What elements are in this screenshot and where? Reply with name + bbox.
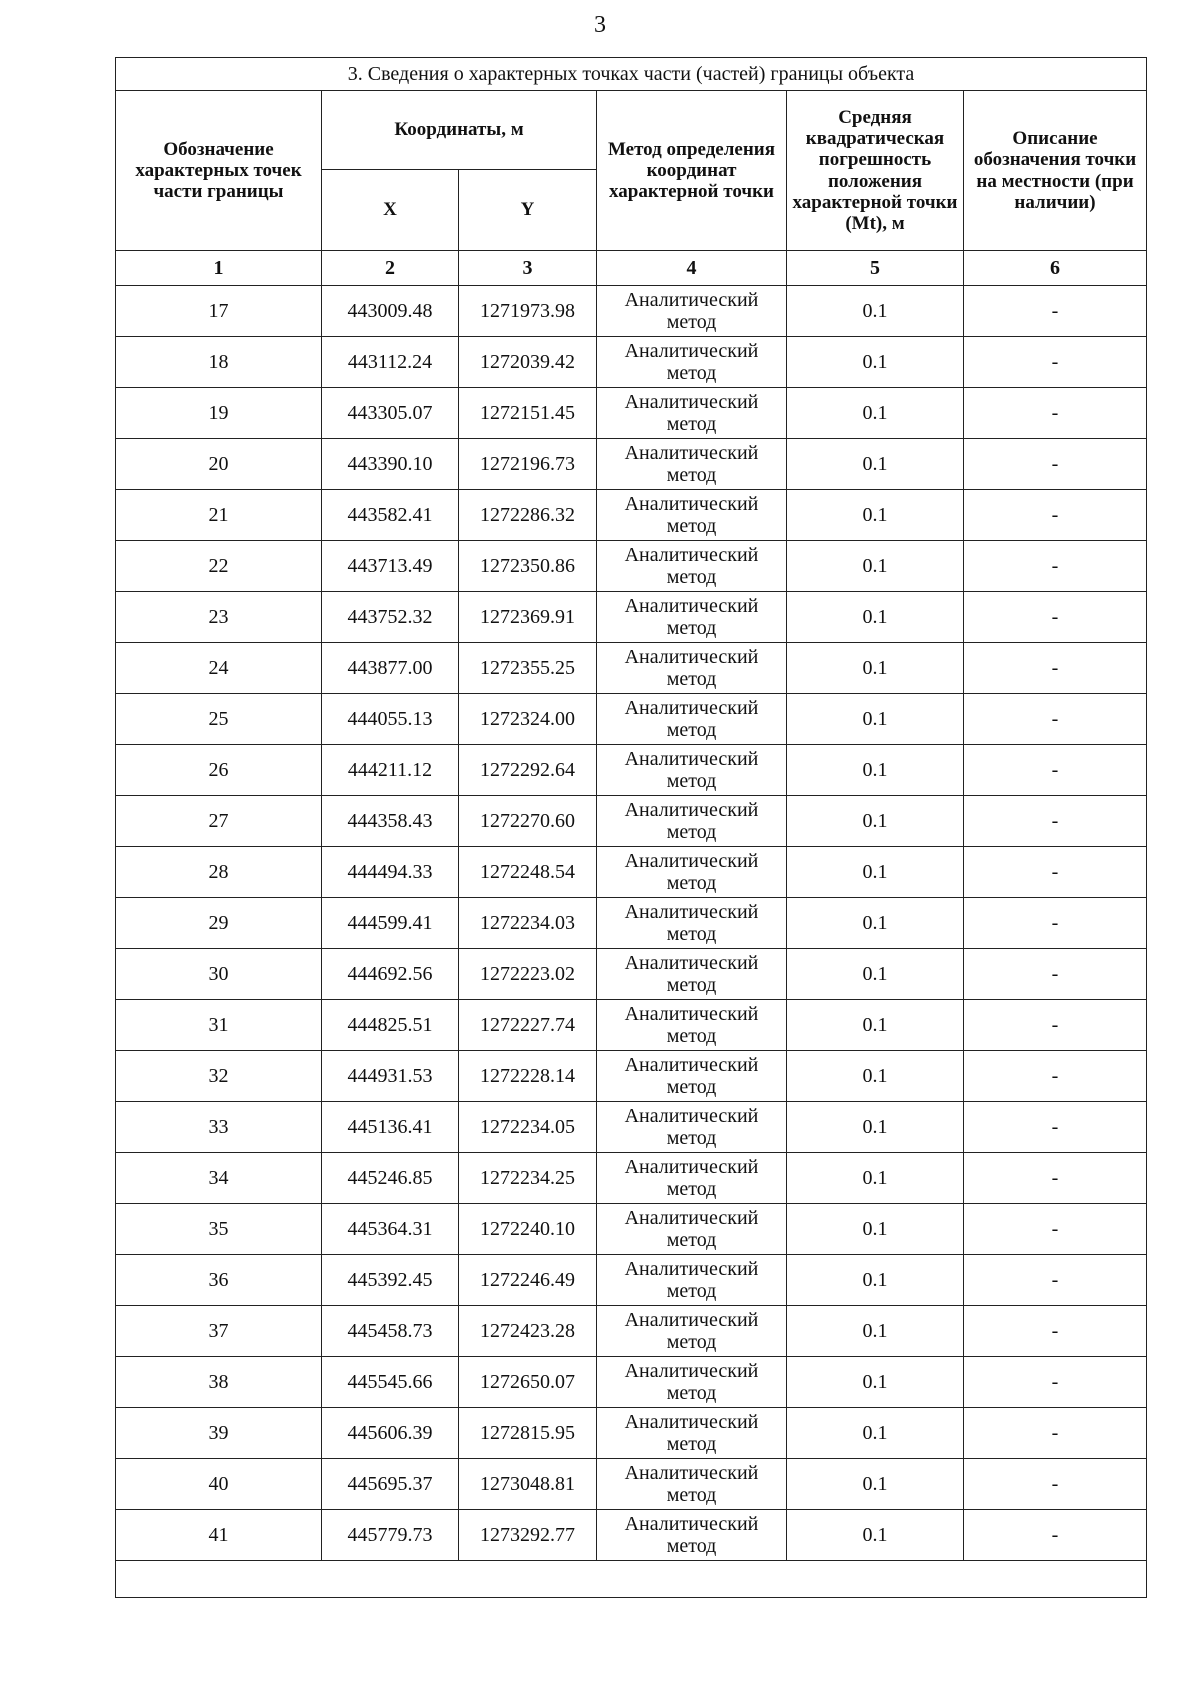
y-coordinate-cell: 1273292.77: [459, 1510, 597, 1561]
table-row: [116, 643, 1147, 694]
method-cell: [597, 1204, 787, 1255]
x-coordinate-cell: 445695.37: [322, 1459, 459, 1510]
table-row: [116, 1204, 1147, 1255]
column-number: 2: [322, 251, 459, 286]
method-line-2: метод: [666, 1229, 717, 1251]
method-line-1: Аналитический: [624, 1104, 759, 1127]
table-row: [116, 1510, 1147, 1561]
method-cell: [597, 796, 787, 847]
header-description: Описание обозначения точки на местности (при наличии): [964, 91, 1147, 251]
method-line-1: Аналитический: [624, 798, 759, 821]
method-line-1: Аналитический: [624, 1155, 759, 1178]
method-cell: [597, 439, 787, 490]
method-line-1: Аналитический: [624, 1461, 759, 1484]
description-cell: -: [964, 949, 1147, 1000]
method-line-1: Аналитический: [624, 1053, 759, 1076]
method-cell: [597, 1000, 787, 1051]
x-coordinate-cell: 443752.32: [322, 592, 459, 643]
empty-cell: [116, 1561, 1147, 1598]
method-line-1: Аналитический: [624, 1359, 759, 1382]
error-cell: 0.1: [787, 1204, 964, 1255]
point-cell: 37: [116, 1306, 322, 1357]
column-number: 3: [459, 251, 597, 286]
description-cell: -: [964, 592, 1147, 643]
error-cell: 0.1: [787, 1000, 964, 1051]
x-coordinate-cell: 445779.73: [322, 1510, 459, 1561]
method-line-2: метод: [666, 1076, 717, 1098]
description-cell: -: [964, 1102, 1147, 1153]
method-line-2: метод: [666, 362, 717, 384]
error-cell: 0.1: [787, 1459, 964, 1510]
table-row: [116, 1102, 1147, 1153]
error-cell: 0.1: [787, 949, 964, 1000]
x-coordinate-cell: 443582.41: [322, 490, 459, 541]
description-cell: -: [964, 286, 1147, 337]
table-row: [116, 1000, 1147, 1051]
method-line-2: метод: [666, 566, 717, 588]
table-row: [116, 337, 1147, 388]
y-coordinate-cell: 1272292.64: [459, 745, 597, 796]
y-coordinate-cell: 1272248.54: [459, 847, 597, 898]
y-coordinate-cell: 1272196.73: [459, 439, 597, 490]
description-cell: -: [964, 1510, 1147, 1561]
point-cell: 40: [116, 1459, 322, 1510]
method-line-2: метод: [666, 1484, 717, 1506]
method-line-2: метод: [666, 923, 717, 945]
point-cell: 28: [116, 847, 322, 898]
description-cell: -: [964, 1408, 1147, 1459]
error-cell: 0.1: [787, 1102, 964, 1153]
method-line-2: метод: [666, 464, 717, 486]
method-cell: [597, 490, 787, 541]
description-cell: -: [964, 847, 1147, 898]
method-cell: [597, 1255, 787, 1306]
y-coordinate-cell: 1272369.91: [459, 592, 597, 643]
x-coordinate-cell: 444358.43: [322, 796, 459, 847]
method-line-1: Аналитический: [624, 543, 759, 566]
point-cell: 35: [116, 1204, 322, 1255]
table-row: [116, 694, 1147, 745]
method-line-1: Аналитический: [624, 339, 759, 362]
point-cell: 38: [116, 1357, 322, 1408]
y-coordinate-cell: 1272324.00: [459, 694, 597, 745]
method-line-2: метод: [666, 770, 717, 792]
method-line-1: Аналитический: [624, 594, 759, 617]
y-coordinate-cell: 1272227.74: [459, 1000, 597, 1051]
y-coordinate-cell: 1272151.45: [459, 388, 597, 439]
method-cell: [597, 1051, 787, 1102]
column-number: 4: [597, 251, 787, 286]
point-cell: 30: [116, 949, 322, 1000]
method-cell: [597, 847, 787, 898]
header-designation: Обозначение характерных точек части границы: [116, 91, 322, 251]
error-cell: 0.1: [787, 490, 964, 541]
y-coordinate-cell: 1272355.25: [459, 643, 597, 694]
table-row: [116, 949, 1147, 1000]
x-coordinate-cell: 443390.10: [322, 439, 459, 490]
table-row: [116, 439, 1147, 490]
table-row: [116, 1459, 1147, 1510]
method-line-1: Аналитический: [624, 696, 759, 719]
x-coordinate-cell: 444599.41: [322, 898, 459, 949]
point-cell: 32: [116, 1051, 322, 1102]
x-coordinate-cell: 445364.31: [322, 1204, 459, 1255]
table-row: [116, 1306, 1147, 1357]
method-line-1: Аналитический: [624, 849, 759, 872]
point-cell: 34: [116, 1153, 322, 1204]
section-title-row: [116, 58, 1147, 91]
x-coordinate-cell: 444931.53: [322, 1051, 459, 1102]
error-cell: 0.1: [787, 388, 964, 439]
error-cell: 0.1: [787, 643, 964, 694]
y-coordinate-cell: 1272234.05: [459, 1102, 597, 1153]
description-cell: -: [964, 1051, 1147, 1102]
y-coordinate-cell: 1272240.10: [459, 1204, 597, 1255]
boundary-points-table: [115, 57, 1147, 1598]
error-cell: 0.1: [787, 898, 964, 949]
y-coordinate-cell: 1272815.95: [459, 1408, 597, 1459]
x-coordinate-cell: 444211.12: [322, 745, 459, 796]
header-row: [116, 91, 1147, 170]
method-line-2: метод: [666, 974, 717, 996]
method-cell: [597, 898, 787, 949]
error-cell: 0.1: [787, 541, 964, 592]
point-cell: 26: [116, 745, 322, 796]
y-coordinate-cell: 1273048.81: [459, 1459, 597, 1510]
x-coordinate-cell: 444825.51: [322, 1000, 459, 1051]
method-line-2: метод: [666, 821, 717, 843]
page-number: 3: [594, 12, 606, 38]
column-number: 6: [964, 251, 1147, 286]
method-line-1: Аналитический: [624, 1410, 759, 1433]
description-cell: -: [964, 541, 1147, 592]
error-cell: 0.1: [787, 439, 964, 490]
table-row: [116, 1255, 1147, 1306]
description-cell: -: [964, 337, 1147, 388]
method-cell: [597, 1459, 787, 1510]
method-cell: [597, 643, 787, 694]
description-cell: -: [964, 694, 1147, 745]
point-cell: 25: [116, 694, 322, 745]
x-coordinate-cell: 445136.41: [322, 1102, 459, 1153]
error-cell: 0.1: [787, 1357, 964, 1408]
column-numbers-row: [116, 251, 1147, 286]
method-cell: [597, 337, 787, 388]
x-coordinate-cell: 443713.49: [322, 541, 459, 592]
method-line-1: Аналитический: [624, 1257, 759, 1280]
empty-footer-row: [116, 1561, 1147, 1598]
y-coordinate-cell: 1272039.42: [459, 337, 597, 388]
method-line-1: Аналитический: [624, 747, 759, 770]
table-row: [116, 541, 1147, 592]
method-line-1: Аналитический: [624, 390, 759, 413]
error-cell: 0.1: [787, 796, 964, 847]
error-cell: 0.1: [787, 286, 964, 337]
point-cell: 23: [116, 592, 322, 643]
method-line-1: Аналитический: [624, 1308, 759, 1331]
description-cell: -: [964, 745, 1147, 796]
method-line-1: Аналитический: [624, 441, 759, 464]
description-cell: -: [964, 643, 1147, 694]
point-cell: 41: [116, 1510, 322, 1561]
error-cell: 0.1: [787, 1510, 964, 1561]
method-cell: [597, 949, 787, 1000]
method-line-2: метод: [666, 617, 717, 639]
header-x: X: [322, 170, 459, 251]
x-coordinate-cell: 445606.39: [322, 1408, 459, 1459]
method-line-2: метод: [666, 1178, 717, 1200]
method-line-2: метод: [666, 1127, 717, 1149]
x-coordinate-cell: 445458.73: [322, 1306, 459, 1357]
x-coordinate-cell: 444494.33: [322, 847, 459, 898]
error-cell: 0.1: [787, 337, 964, 388]
x-coordinate-cell: 445545.66: [322, 1357, 459, 1408]
point-cell: 39: [116, 1408, 322, 1459]
x-coordinate-cell: 443305.07: [322, 388, 459, 439]
x-coordinate-cell: 443877.00: [322, 643, 459, 694]
table-row: [116, 1408, 1147, 1459]
description-cell: -: [964, 1153, 1147, 1204]
method-line-2: метод: [666, 1331, 717, 1353]
y-coordinate-cell: 1272246.49: [459, 1255, 597, 1306]
table-row: [116, 286, 1147, 337]
method-line-2: метод: [666, 1535, 717, 1557]
section-title: 3. Сведения о характерных точках части (частей) границы объекта: [116, 58, 1147, 91]
error-cell: 0.1: [787, 745, 964, 796]
description-cell: -: [964, 1255, 1147, 1306]
table-row: [116, 796, 1147, 847]
description-cell: -: [964, 1000, 1147, 1051]
method-cell: [597, 694, 787, 745]
point-cell: 33: [116, 1102, 322, 1153]
y-coordinate-cell: 1272286.32: [459, 490, 597, 541]
method-line-2: метод: [666, 1433, 717, 1455]
point-cell: 31: [116, 1000, 322, 1051]
method-cell: [597, 541, 787, 592]
description-cell: -: [964, 388, 1147, 439]
point-cell: 21: [116, 490, 322, 541]
description-cell: -: [964, 898, 1147, 949]
error-cell: 0.1: [787, 1306, 964, 1357]
description-cell: -: [964, 1204, 1147, 1255]
y-coordinate-cell: 1272234.25: [459, 1153, 597, 1204]
y-coordinate-cell: 1272350.86: [459, 541, 597, 592]
method-line-1: Аналитический: [624, 645, 759, 668]
method-cell: [597, 745, 787, 796]
table-row: [116, 1153, 1147, 1204]
method-line-2: метод: [666, 1025, 717, 1047]
method-cell: [597, 1510, 787, 1561]
table-row: [116, 745, 1147, 796]
y-coordinate-cell: 1271973.98: [459, 286, 597, 337]
x-coordinate-cell: 443112.24: [322, 337, 459, 388]
error-cell: 0.1: [787, 1255, 964, 1306]
table-row: [116, 1051, 1147, 1102]
y-coordinate-cell: 1272228.14: [459, 1051, 597, 1102]
method-line-2: метод: [666, 719, 717, 741]
y-coordinate-cell: 1272234.03: [459, 898, 597, 949]
method-line-2: метод: [666, 515, 717, 537]
table-row: [116, 388, 1147, 439]
point-cell: 20: [116, 439, 322, 490]
method-cell: [597, 286, 787, 337]
x-coordinate-cell: 445246.85: [322, 1153, 459, 1204]
method-line-2: метод: [666, 1382, 717, 1404]
point-cell: 18: [116, 337, 322, 388]
y-coordinate-cell: 1272223.02: [459, 949, 597, 1000]
point-cell: 29: [116, 898, 322, 949]
x-coordinate-cell: 444692.56: [322, 949, 459, 1000]
description-cell: -: [964, 1357, 1147, 1408]
method-line-1: Аналитический: [624, 900, 759, 923]
column-number: 1: [116, 251, 322, 286]
point-cell: 19: [116, 388, 322, 439]
point-cell: 24: [116, 643, 322, 694]
method-line-2: метод: [666, 668, 717, 690]
y-coordinate-cell: 1272650.07: [459, 1357, 597, 1408]
error-cell: 0.1: [787, 1153, 964, 1204]
table-row: [116, 490, 1147, 541]
method-cell: [597, 1153, 787, 1204]
method-line-1: Аналитический: [624, 951, 759, 974]
method-line-1: Аналитический: [624, 1206, 759, 1229]
point-cell: 17: [116, 286, 322, 337]
method-cell: [597, 1357, 787, 1408]
error-cell: 0.1: [787, 1051, 964, 1102]
x-coordinate-cell: 443009.48: [322, 286, 459, 337]
method-line-2: метод: [666, 311, 717, 333]
method-cell: [597, 592, 787, 643]
table-row: [116, 898, 1147, 949]
description-cell: -: [964, 796, 1147, 847]
method-line-1: Аналитический: [624, 288, 759, 311]
table-row: [116, 847, 1147, 898]
header-y: Y: [459, 170, 597, 251]
header-coordinates: Координаты, м: [322, 91, 597, 170]
method-line-1: Аналитический: [624, 1002, 759, 1025]
column-number: 5: [787, 251, 964, 286]
y-coordinate-cell: 1272270.60: [459, 796, 597, 847]
header-method: Метод определения координат характерной точки: [597, 91, 787, 251]
method-line-1: Аналитический: [624, 1512, 759, 1535]
error-cell: 0.1: [787, 694, 964, 745]
point-cell: 27: [116, 796, 322, 847]
table-body: [116, 286, 1147, 1561]
x-coordinate-cell: 444055.13: [322, 694, 459, 745]
description-cell: -: [964, 1306, 1147, 1357]
error-cell: 0.1: [787, 592, 964, 643]
point-cell: 36: [116, 1255, 322, 1306]
method-line-2: метод: [666, 1280, 717, 1302]
description-cell: -: [964, 490, 1147, 541]
method-cell: [597, 1306, 787, 1357]
error-cell: 0.1: [787, 847, 964, 898]
method-line-1: Аналитический: [624, 492, 759, 515]
x-coordinate-cell: 445392.45: [322, 1255, 459, 1306]
description-cell: -: [964, 1459, 1147, 1510]
error-cell: 0.1: [787, 1408, 964, 1459]
method-line-2: метод: [666, 413, 717, 435]
point-cell: 22: [116, 541, 322, 592]
method-cell: [597, 1408, 787, 1459]
description-cell: -: [964, 439, 1147, 490]
method-cell: [597, 388, 787, 439]
table-row: [116, 592, 1147, 643]
method-cell: [597, 1102, 787, 1153]
method-line-2: метод: [666, 872, 717, 894]
header-error: Средняя квадратическая погрешность положения характерной точки (Mt), м: [787, 91, 964, 251]
y-coordinate-cell: 1272423.28: [459, 1306, 597, 1357]
table-row: [116, 1357, 1147, 1408]
